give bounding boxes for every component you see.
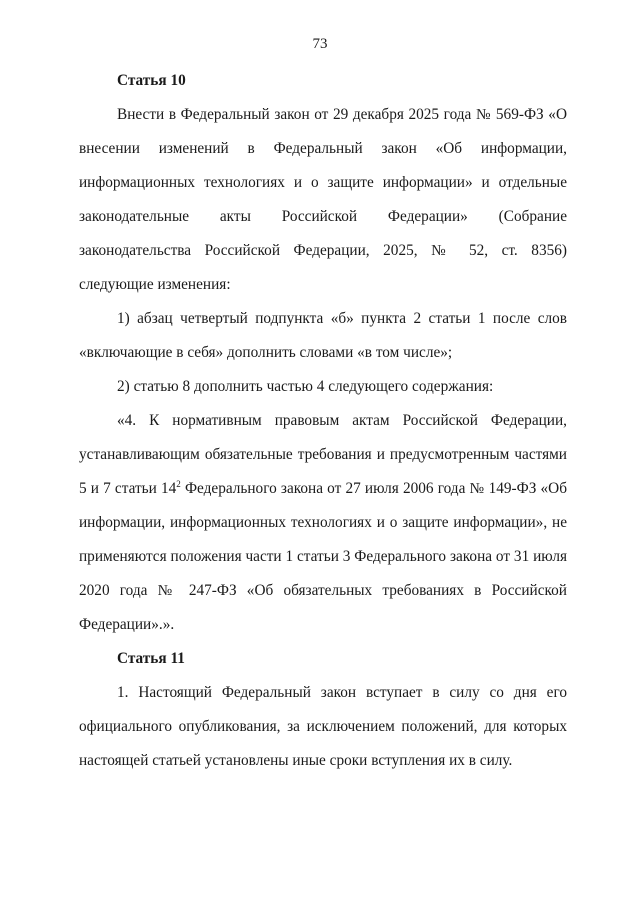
quote-part-1: «4. К нормативным правовым актам Российской Федерации, устанавливающим обязательные требования и предусмотренным частями 5 и 7 статьи 14 [79,412,567,497]
article-10-item-2: 2) статью 8 дополнить частью 4 следующего содержания: [117,378,494,395]
page-number: 73 [312,36,328,52]
article-10-intro: Внести в Федеральный закон от 29 декабря 2025 года № 569-ФЗ «О внесении изменений в Федеральный закон «Об информации, информационных технологиях и о защите информации» и отдельные законодательные акты Российской Федерации» (Собрание законодательства Российской Федерации, 2025, № 52, ст. 8356) следующие изменения: [79,106,567,293]
quote-part-2: Федерального закона от 27 июля 2006 года № 149-ФЗ «Об информации, информационных технологиях и о защите информации», не применяются положения части 1 статьи 3 Федерального закона от 31 июля 2020 года № 247-ФЗ «Об обязательных требованиях в Российской Федерации».». [79,480,567,633]
superscript: 2 [176,478,181,489]
document-body [79,64,567,778]
article-10-quote [79,404,567,642]
article-11-para-1: 1. Настоящий Федеральный закон вступает в силу со дня его официального опубликования, за исключением положений, для которых настоящей статьей установлены иные сроки вступления их в силу. [79,684,567,769]
article-10-item-1: 1) абзац четвертый подпункта «б» пункта 2 статьи 1 после слов «включающие в себя» дополнить словами «в том числе»; [79,310,567,361]
article-11-title: Статья 11 [117,650,185,667]
article-10-title: Статья 10 [117,72,186,89]
